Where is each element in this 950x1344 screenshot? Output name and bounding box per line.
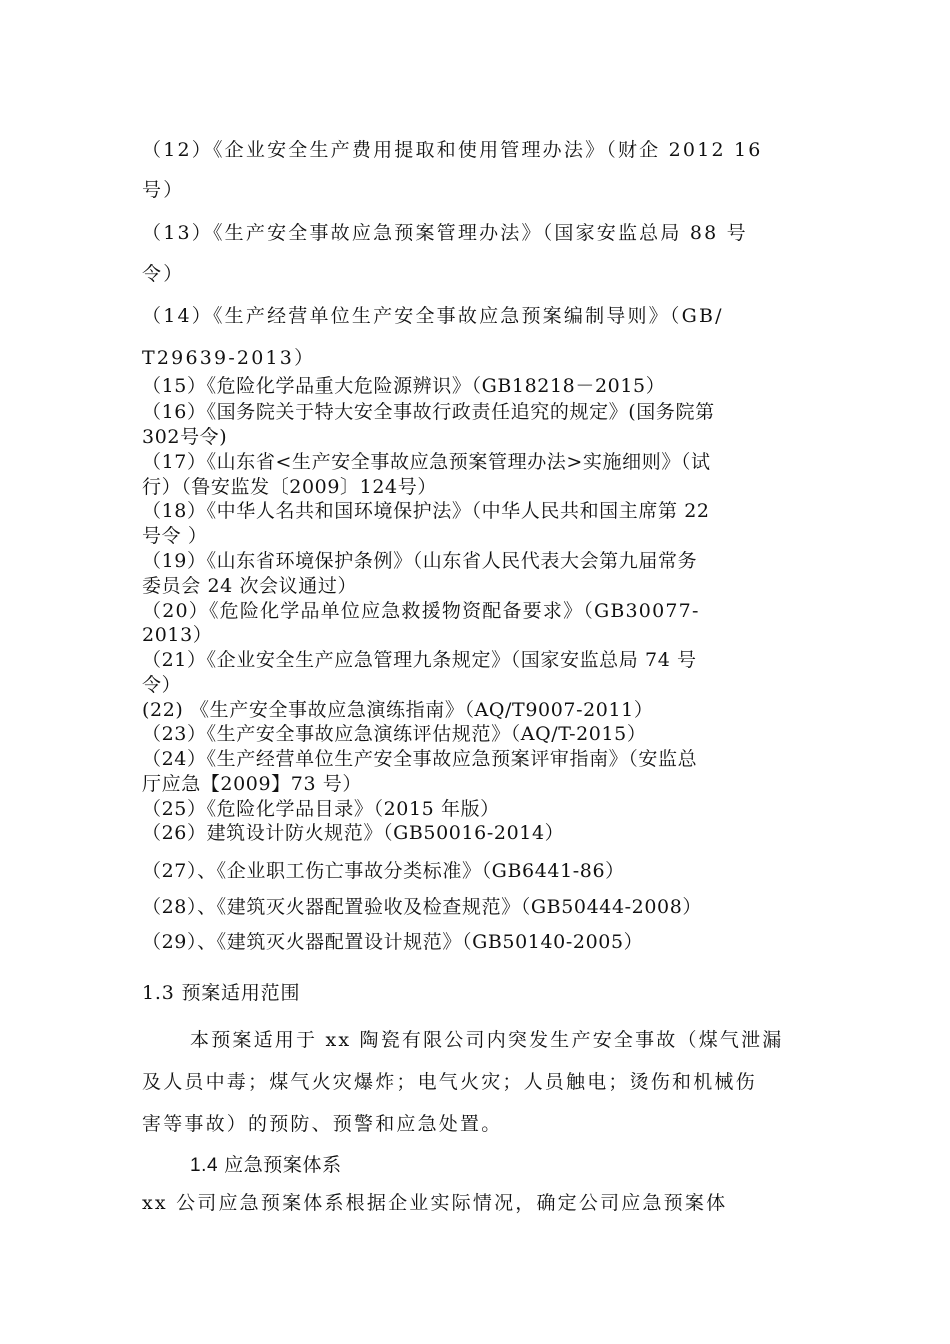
reference-item-27: （27）、《企业职工伤亡事故分类标准》（GB6441-86） <box>142 860 625 882</box>
reference-item-25: （25）《危险化学品目录》（2015 年版） <box>142 798 500 820</box>
reference-item-24: （24）《生产经营单位生产安全事故应急预案评审指南》（安监总 <box>142 748 698 770</box>
reference-item-13-cont: 令） <box>142 263 185 285</box>
reference-item-18: （18）《中华人名共和国环境保护法》（中华人民共和国主席第 22 <box>142 500 710 522</box>
reference-item-12-cont: 号） <box>142 179 185 201</box>
reference-item-22: (22) 《生产安全事故应急演练指南》（AQ/T9007-2011） <box>142 699 654 721</box>
reference-item-14: （14）《生产经营单位生产安全事故应急预案编制导则》（GB/ <box>142 305 724 327</box>
reference-item-14-cont: T29639-2013） <box>142 347 316 369</box>
reference-item-29: （29）、《建筑灭火器配置设计规范》（GB50140-2005） <box>142 931 644 953</box>
section-heading-1-4: 1.4 应急预案体系 <box>190 1155 342 1176</box>
reference-item-26: （26）建筑设计防火规范》（GB50016-2014） <box>142 822 565 844</box>
reference-item-16: （16）《国务院关于特大安全事故行政责任追究的规定》(国务院第 <box>142 401 715 423</box>
reference-item-20-cont: 2013） <box>142 624 213 646</box>
reference-item-20: （20）《危险化学品单位应急救援物资配备要求》（GB30077- <box>142 600 700 622</box>
reference-item-12: （12）《企业安全生产费用提取和使用管理办法》（财企 2012 16 <box>142 139 763 161</box>
reference-item-16-cont: 302号令) <box>142 426 228 448</box>
reference-item-17: （17）《山东省<生产安全事故应急预案管理办法>实施细则》（试 <box>142 451 711 473</box>
reference-item-17-cont: 行）（鲁安监发〔2009〕124号） <box>142 476 437 498</box>
reference-item-19: （19）《山东省环境保护条例》（山东省人民代表大会第九届常务 <box>142 550 698 572</box>
reference-item-19-cont: 委员会 24 次会议通过） <box>142 575 358 597</box>
section-1-3-paragraph-line-3: 害等事故）的预防、预警和应急处置。 <box>142 1113 503 1135</box>
section-1-3-paragraph-line-1: 本预案适用于 xx 陶瓷有限公司内突发生产安全事故（煤气泄漏 <box>190 1029 784 1051</box>
section-1-4-paragraph-line-1: xx 公司应急预案体系根据企业实际情况，确定公司应急预案体 <box>142 1192 728 1214</box>
section-heading-1-3: 1.3 预案适用范围 <box>142 982 301 1004</box>
reference-item-13: （13）《生产安全事故应急预案管理办法》（国家安监总局 88 号 <box>142 222 748 244</box>
section-1-3-paragraph-line-2: 及人员中毒；煤气火灾爆炸；电气火灾；人员触电；烫伤和机械伤 <box>142 1071 757 1093</box>
reference-item-15: （15）《危险化学品重大危险源辨识》（GB18218－2015） <box>142 375 666 397</box>
reference-item-21-cont: 令） <box>142 674 182 696</box>
reference-item-18-cont: 号令 ） <box>142 525 208 547</box>
reference-item-24-cont: 厅应急【2009】73 号） <box>142 773 362 795</box>
reference-item-28: （28）、《建筑灭火器配置验收及检查规范》（GB50444-2008） <box>142 896 703 918</box>
reference-item-21: （21）《企业安全生产应急管理九条规定》（国家安监总局 74 号 <box>142 649 697 671</box>
reference-item-23: （23）《生产安全事故应急演练评估规范》（AQ/T-2015） <box>142 723 647 745</box>
